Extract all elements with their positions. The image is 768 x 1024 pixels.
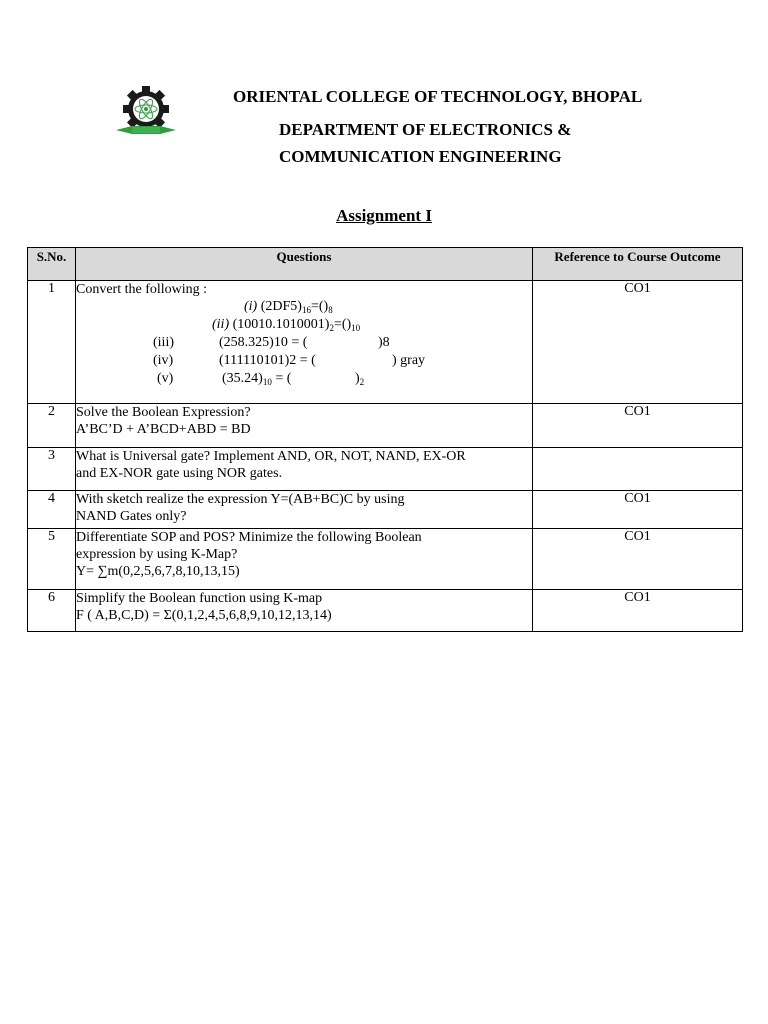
department-line-2: COMMUNICATION ENGINEERING — [279, 147, 562, 166]
course-outcome: CO1 — [533, 590, 743, 632]
course-outcome — [533, 448, 743, 491]
conversion-item-ii: (ii) $(10010.1010001)_2=()_{10}$ — [212, 317, 361, 333]
row-sno: 1 — [28, 281, 76, 404]
department-line-1: DEPARTMENT OF ELECTRONICS & — [279, 120, 572, 139]
conversion-item-iii: (iii) (258.325)10 = ( )8 — [153, 335, 390, 350]
header-reference: Reference to Course Outcome — [533, 248, 743, 281]
course-outcome: CO1 — [533, 529, 743, 590]
question-intro: Convert the following : — [76, 282, 208, 297]
header-questions: Questions — [76, 248, 533, 281]
table-row — [28, 590, 743, 632]
question-cell — [76, 281, 533, 404]
assignment-title: Assignment I — [336, 206, 432, 225]
row-sno: 2 — [28, 404, 76, 448]
question-cell: Solve the Boolean Expression? A’BC’D + A’BCD+ABD = BD — [76, 404, 533, 448]
row-sno: 6 — [28, 590, 76, 632]
table-row — [28, 529, 743, 590]
table-row — [28, 448, 743, 491]
course-outcome: CO1 — [533, 404, 743, 448]
row-sno: 4 — [28, 491, 76, 529]
conversion-item-i: (i) $(2DF5)_{16}=()_8$ — [244, 299, 333, 315]
row-sno: 3 — [28, 448, 76, 491]
question-cell: Differentiate SOP and POS? Minimize the following Boolean expression by using K-Map? Y= ∑m(0,2,5,6,7,8,10,13,15) — [76, 529, 533, 590]
college-logo-icon — [112, 86, 180, 140]
header-sno: S.No. — [28, 248, 76, 281]
table-header-row — [28, 248, 743, 281]
question-cell: With sketch realize the expression Y=(AB+BC)C by using NAND Gates only? — [76, 491, 533, 529]
conversion-item-v: (v) $(35.24)_{10}$ = ( )$_2$ — [157, 371, 365, 387]
table-row — [28, 404, 743, 448]
table-row — [28, 281, 743, 404]
college-name: ORIENTAL COLLEGE OF TECHNOLOGY, BHOPAL — [233, 87, 643, 106]
conversion-item-iv: (iv) (111110101)2 = ( ) gray — [153, 353, 426, 368]
table-row — [28, 491, 743, 529]
assignment-table — [27, 247, 743, 632]
row-sno: 5 — [28, 529, 76, 590]
question-cell: What is Universal gate? Implement AND, OR, NOT, NAND, EX-OR and EX-NOR gate using NOR gates. — [76, 448, 533, 491]
course-outcome: CO1 — [533, 491, 743, 529]
course-outcome: CO1 — [533, 281, 743, 404]
question-cell: Simplify the Boolean function using K-map F ( A,B,C,D) = Σ(0,1,2,4,5,6,8,9,10,12,13,14) — [76, 590, 533, 632]
